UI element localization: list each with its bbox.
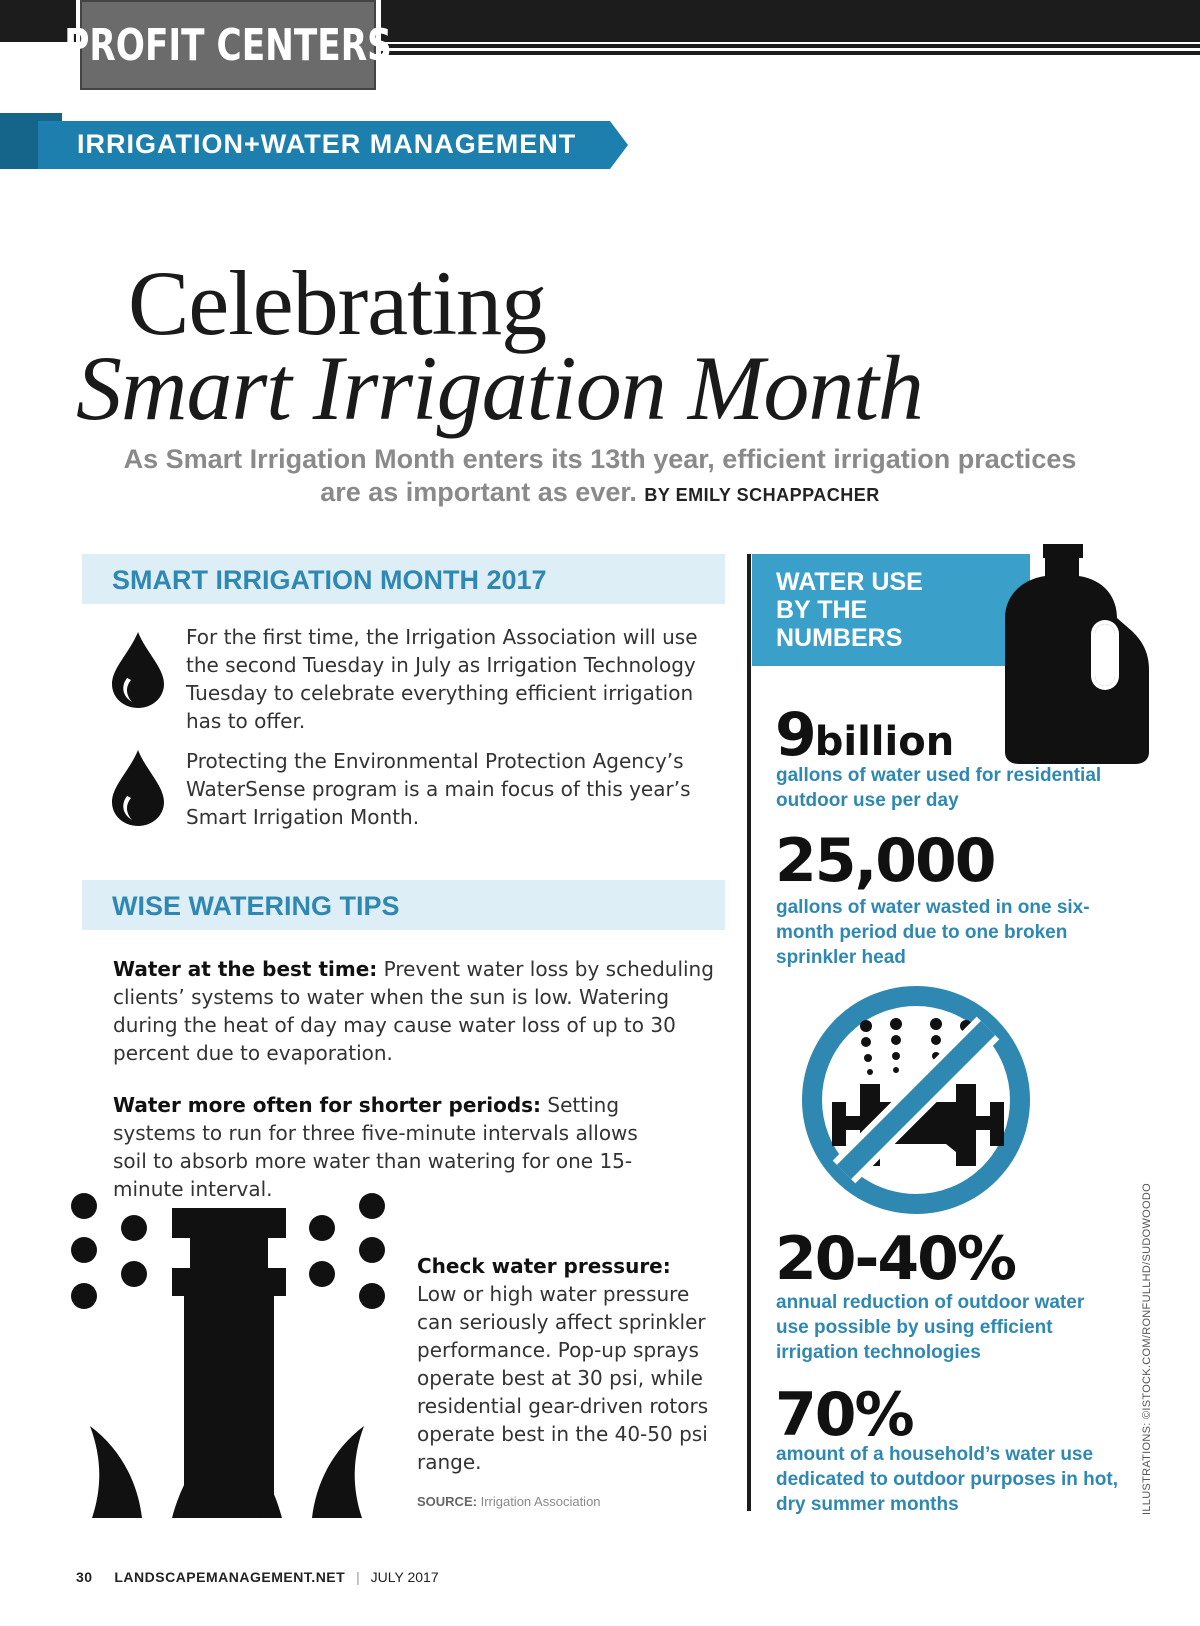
stat-number-3: 20-40% — [775, 1224, 1016, 1294]
section-heading-text: WISE WATERING TIPS — [112, 891, 400, 921]
tip-text: Setting systems to run for three five-minute intervals allows soil to absorb more water than watering for one 15-minute interval. — [113, 1093, 638, 1201]
tip-3 — [417, 1252, 729, 1476]
section-heading-tips — [82, 880, 725, 930]
smart-month-item-2: Protecting the Environmental Protection Agency’s WaterSense program is a main focus of this year’s Smart Irrigation Month. — [186, 749, 691, 829]
no-broken-sprinkler-icon — [800, 984, 1032, 1216]
sprinkler-head-icon — [62, 1188, 392, 1518]
site-name: LANDSCAPEMANAGEMENT.NET — [114, 1569, 346, 1585]
water-drop-icon — [110, 748, 166, 828]
tip-text: Low or high water pressure can seriously affect sprinkler performance. Pop-up sprays operate best at 30 psi, while residential gear-driven rotors operate best in the 40-50 psi range. — [417, 1282, 709, 1474]
header-rule — [380, 51, 1200, 55]
page-number: 30 — [76, 1569, 93, 1585]
stat-number-1 — [775, 700, 954, 770]
sidebar-title: WATER USE BY THE NUMBERS — [776, 568, 923, 652]
footer-separator: | — [356, 1569, 360, 1585]
water-drop-icon — [110, 630, 166, 710]
source-label: SOURCE: — [417, 1494, 477, 1509]
section-heading-text: SMART IRRIGATION MONTH 2017 — [112, 565, 547, 595]
source-text: Irrigation Association — [480, 1494, 601, 1509]
tip-text: Prevent water loss by scheduling clients’ systems to water when the sun is low. Watering during the heat of day may cause water loss of up to 30 percent due to evaporation. — [113, 957, 714, 1065]
stat-number-4: 70% — [775, 1380, 913, 1450]
article-deck — [100, 443, 1100, 512]
tip-label: Water more often for shorter periods: — [113, 1093, 542, 1117]
tip-label: Water at the best time: — [113, 957, 378, 981]
page-footer — [76, 1569, 439, 1585]
stat-desc-1: gallons of water used for residential outdoor use per day — [776, 765, 1102, 811]
article-title-line2: Smart Irrigation Month — [76, 337, 923, 439]
header-rule — [380, 44, 1200, 48]
stat-value: 9 — [775, 700, 815, 770]
water-jug-icon — [1005, 540, 1150, 765]
deck-text: As Smart Irrigation Month enters its 13th year, efficient irrigation practices are as important as ever. — [123, 444, 1077, 507]
stat-number-2: 25,000 — [775, 826, 995, 896]
issue-date: JULY 2017 — [370, 1569, 439, 1585]
category-label: IRRIGATION+WATER MANAGEMENT — [77, 129, 577, 159]
section-label: PROFIT CENTERS — [64, 19, 392, 71]
source-note — [417, 1494, 601, 1509]
section-heading-smart-month — [82, 554, 725, 604]
sidebar-divider — [747, 554, 751, 1511]
tip-label: Check water pressure: — [417, 1254, 671, 1278]
byline: BY EMILY SCHAPPACHER — [644, 485, 880, 505]
tip-2 — [113, 1091, 673, 1203]
section-tab — [64, 0, 392, 90]
smart-month-item-1: For the first time, the Irrigation Association will use the second Tuesday in July as Irrigation Technology Tuesday to celebrate everything efficient irrigation has to offer. — [186, 625, 698, 733]
stat-desc-2: gallons of water wasted in one six-month period due to one broken sprinkler head — [776, 897, 1090, 968]
illustration-credit: ILLUSTRATIONS: ©ISTOCK.COM/RONFULLHD/SUDOWOODO — [1141, 1183, 1153, 1515]
tip-1 — [113, 955, 723, 1067]
article-title-line1: Celebrating — [128, 252, 547, 354]
stat-unit: billion — [814, 719, 955, 765]
stat-desc-4: amount of a household’s water use dedicated to outdoor purposes in hot, dry summer months — [776, 1444, 1118, 1515]
stat-desc-3: annual reduction of outdoor water use possible by using efficient irrigation technologies — [776, 1292, 1085, 1363]
